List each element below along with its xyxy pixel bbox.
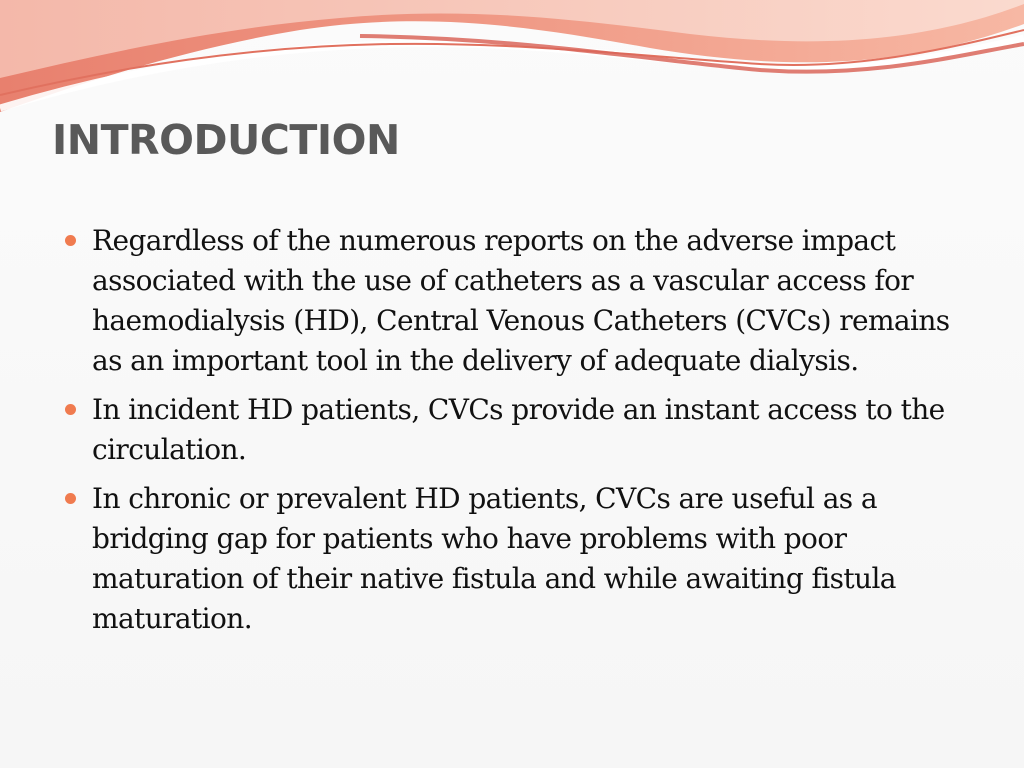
bullet-text: Regardless of the numerous reports on the adverse impact associated with the use of catheters as a vascular access for haemodialysis (HD), Central Venous Catheters (CVCs) remains as an important tool in the delivery of adequate dialysis. (92, 224, 950, 377)
bullet-text: In incident HD patients, CVCs provide an instant access to the circulation. (92, 393, 945, 466)
bullet-dot-icon (65, 404, 76, 415)
bullet-item (62, 221, 972, 381)
slide-title: INTRODUCTION (52, 116, 400, 164)
bullet-list (62, 221, 972, 648)
bullet-text: In chronic or prevalent HD patients, CVCs are useful as a bridging gap for patients who have problems with poor maturation of their native fistula and while awaiting fistula maturation. (92, 482, 896, 635)
decorative-header-waves (0, 0, 1024, 130)
bullet-item (62, 390, 972, 470)
bullet-dot-icon (65, 235, 76, 246)
bullet-item (62, 479, 972, 639)
bullet-dot-icon (65, 493, 76, 504)
